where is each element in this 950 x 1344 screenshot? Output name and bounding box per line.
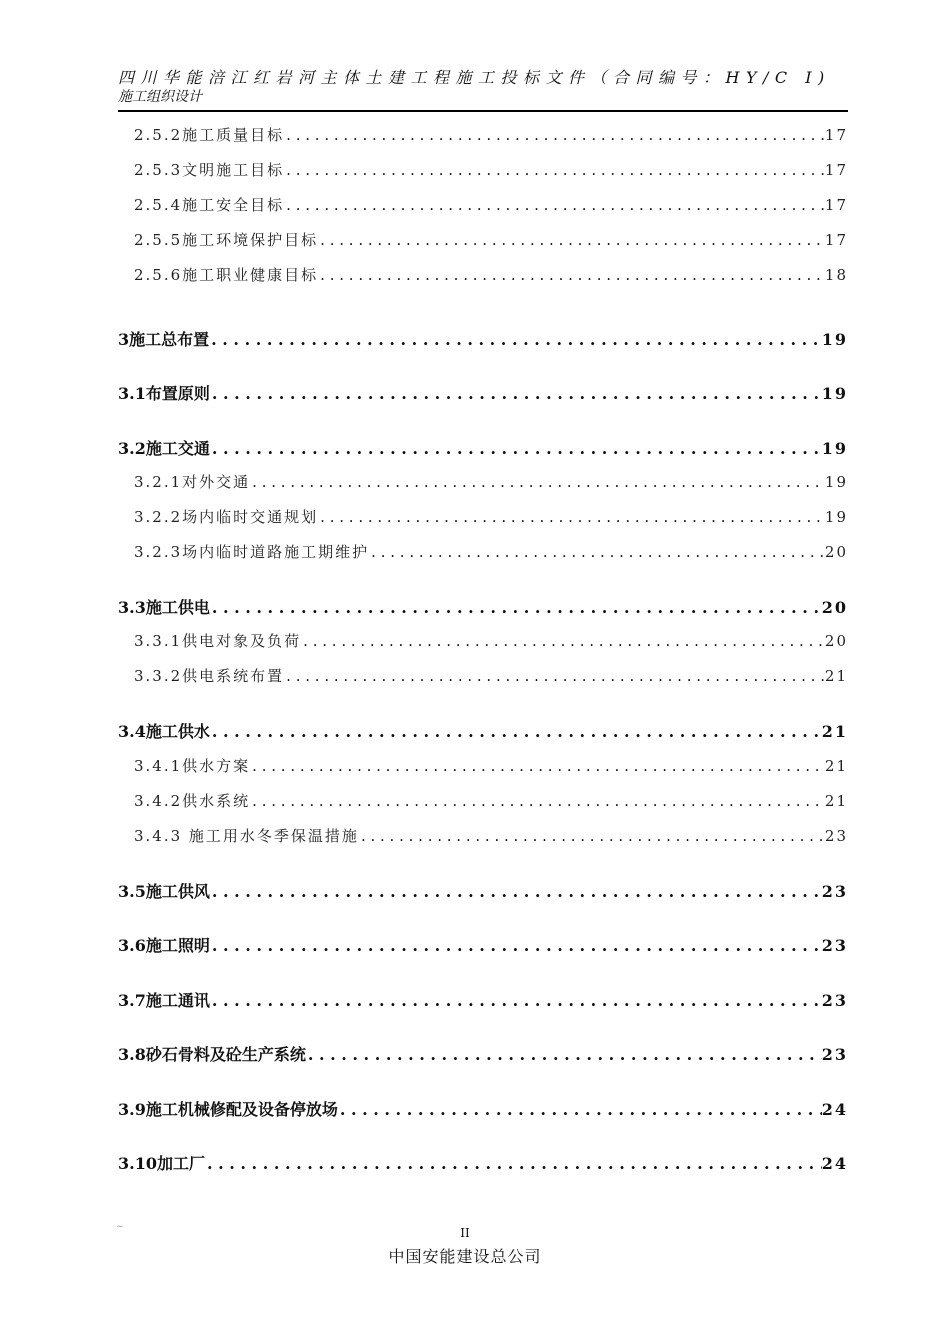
toc-leader <box>210 598 822 617</box>
toc-leader <box>210 991 822 1010</box>
toc-entry[interactable] <box>0 790 950 812</box>
toc-leader <box>301 632 825 650</box>
toc-leader <box>210 439 822 458</box>
toc-entry-title: 2.5.3文明施工目标 <box>134 161 285 179</box>
toc-entry-page: 23 <box>821 991 848 1010</box>
toc-leader <box>306 1045 822 1064</box>
toc-entry-page: 19 <box>821 330 848 349</box>
toc-entry-title: 3.5施工供风 <box>118 882 210 901</box>
toc-leader <box>209 330 822 349</box>
toc-leader <box>284 126 825 144</box>
toc-leader <box>284 667 825 685</box>
toc-entry-page: 23 <box>821 936 848 955</box>
toc-entry-page: 18 <box>824 266 848 284</box>
toc-leader <box>250 792 825 810</box>
toc-entry[interactable] <box>0 506 950 528</box>
toc-entry-page: 21 <box>821 722 848 741</box>
toc-entry-title: 3施工总布置 <box>118 330 210 349</box>
toc-entry-page: 23 <box>821 1045 848 1064</box>
toc-leader <box>318 266 825 284</box>
toc-entry-title: 2.5.5施工环境保护目标 <box>134 231 319 249</box>
toc-entry[interactable] <box>0 988 950 1010</box>
toc-entry[interactable] <box>0 1097 950 1119</box>
toc-entry-page: 20 <box>821 598 848 617</box>
toc-entry-page: 17 <box>824 231 848 249</box>
toc-entry-title: 2.5.6施工职业健康目标 <box>134 266 319 284</box>
toc-leader <box>205 1154 822 1173</box>
toc-entry-title: 3.4.3 施工用水冬季保温措施 <box>134 827 359 845</box>
toc-leader <box>250 473 825 491</box>
page-number: II <box>460 1226 470 1240</box>
toc-entry-page: 17 <box>824 126 848 144</box>
toc-entry[interactable] <box>0 381 950 403</box>
toc-entry-page: 21 <box>824 792 848 810</box>
toc-entry[interactable] <box>0 665 950 687</box>
header-subtitle: 施工组织设计 <box>118 89 202 105</box>
toc-entry-title: 3.1布置原则 <box>118 384 210 403</box>
toc-leader <box>250 757 825 775</box>
toc-entry[interactable] <box>0 1042 950 1064</box>
toc-entry-title: 2.5.4施工安全目标 <box>134 196 285 214</box>
toc-entry[interactable] <box>0 264 950 286</box>
toc-entry-title: 3.7施工通讯 <box>118 991 210 1010</box>
toc-entry-page: 24 <box>821 1154 848 1173</box>
toc-entry[interactable] <box>0 933 950 955</box>
toc-entry-page: 19 <box>824 508 848 526</box>
toc-entry[interactable] <box>0 541 950 563</box>
toc-entry[interactable] <box>0 124 950 146</box>
toc-leader <box>359 827 825 845</box>
toc-leader <box>318 508 825 526</box>
toc-leader <box>210 936 822 955</box>
toc-leader <box>318 231 825 249</box>
toc-entry-page: 19 <box>821 384 848 403</box>
toc-entry-page: 20 <box>824 543 848 561</box>
toc-entry-title: 3.2施工交通 <box>118 439 210 458</box>
toc-entry-page: 21 <box>824 667 848 685</box>
toc-leader <box>369 543 825 561</box>
toc-entry-page: 17 <box>824 161 848 179</box>
toc-entry-page: 17 <box>824 196 848 214</box>
toc-entry[interactable] <box>0 879 950 901</box>
toc-entry[interactable] <box>0 229 950 251</box>
toc-leader <box>210 722 822 741</box>
toc-entry-title: 3.3施工供电 <box>118 598 210 617</box>
toc-entry-page: 20 <box>824 632 848 650</box>
toc-leader <box>338 1100 822 1119</box>
toc-entry[interactable] <box>0 471 950 493</box>
company-name: 中国安能建设总公司 <box>388 1247 542 1266</box>
toc-entry[interactable] <box>0 159 950 181</box>
toc-entry-page: 23 <box>824 827 848 845</box>
toc-entry[interactable] <box>0 595 950 617</box>
toc-leader <box>210 882 822 901</box>
toc-entry[interactable] <box>0 436 950 458</box>
header-divider <box>118 110 848 112</box>
toc-leader <box>284 161 825 179</box>
toc-entry[interactable] <box>0 755 950 777</box>
toc-entry-title: 3.2.3场内临时道路施工期维护 <box>134 543 370 561</box>
toc-entry-page: 19 <box>821 439 848 458</box>
toc-entry[interactable] <box>0 1151 950 1173</box>
toc-entry-page: 24 <box>821 1100 848 1119</box>
toc-entry-title: 3.10加工厂 <box>118 1154 205 1173</box>
toc-entry[interactable] <box>0 825 950 847</box>
toc-entry-title: 3.2.1对外交通 <box>134 473 251 491</box>
toc-entry[interactable] <box>0 719 950 741</box>
page-header <box>118 68 848 106</box>
toc-entry-title: 3.6施工照明 <box>118 936 210 955</box>
toc-entry[interactable] <box>0 194 950 216</box>
toc-entry[interactable] <box>0 327 950 349</box>
toc-leader <box>210 384 822 403</box>
toc-entry-title: 2.5.2施工质量目标 <box>134 126 285 144</box>
toc-entry-title: 3.8砂石骨料及砼生产系统 <box>118 1045 306 1064</box>
toc-entry-title: 3.4施工供水 <box>118 722 210 741</box>
toc-entry-title: 3.3.2供电系统布置 <box>134 667 285 685</box>
toc-entry-title: 3.2.2场内临时交通规划 <box>134 508 319 526</box>
toc-leader <box>284 196 825 214</box>
toc-entry-page: 21 <box>824 757 848 775</box>
toc-entry-title: 3.9施工机械修配及设备停放场 <box>118 1100 338 1119</box>
toc-entry[interactable] <box>0 630 950 652</box>
footer-mark: ~ <box>116 1222 124 1232</box>
toc-entry-page: 19 <box>824 473 848 491</box>
header-title: 四川华能涪江红岩河主体土建工程施工投标文件（合同编号：HY/C I) <box>118 68 831 87</box>
toc-entry-title: 3.3.1供电对象及负荷 <box>134 632 302 650</box>
toc-entry-page: 23 <box>821 882 848 901</box>
toc-entry-title: 3.4.1供水方案 <box>134 757 251 775</box>
toc-entry-title: 3.4.2供水系统 <box>134 792 251 810</box>
